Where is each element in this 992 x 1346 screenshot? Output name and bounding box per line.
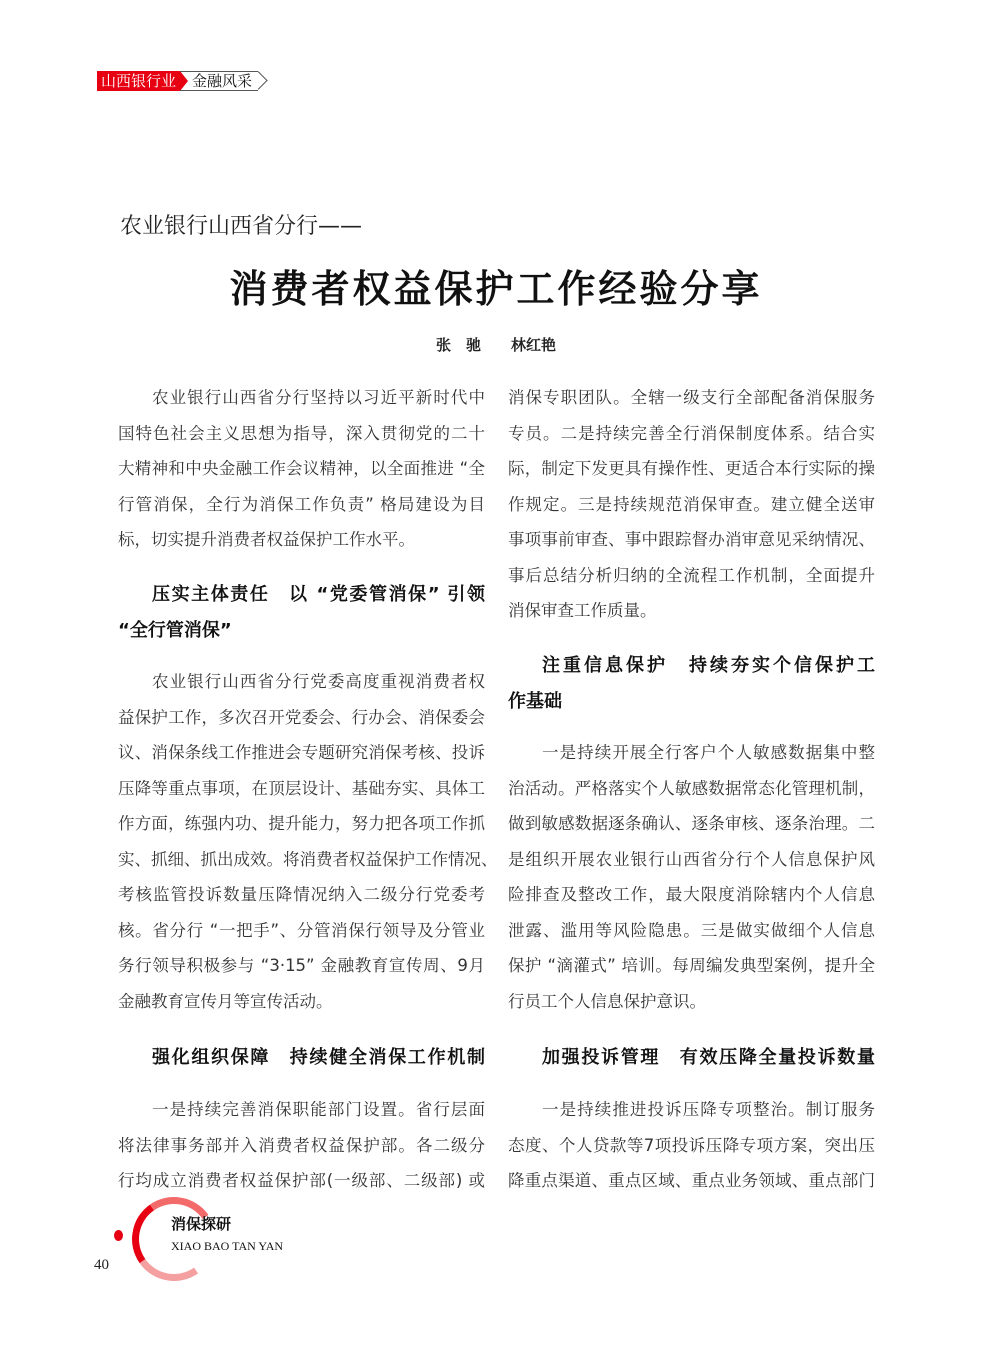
heading-line: “全行管消保”	[118, 619, 232, 641]
text-line: 考核监管投诉数量压降情况纳入二级分行党委考	[118, 885, 485, 904]
text-line: 作规定。三是持续规范消保审查。建立健全送审	[508, 494, 875, 514]
heading-line: 注重信息保护 持续夯实个信保护工	[542, 655, 875, 676]
text-line: 一是持续推进投诉压降专项整治。制订服务	[542, 1100, 875, 1119]
section-heading	[118, 577, 485, 648]
logo-column-en: XIAO BAO TAN YAN	[171, 1239, 284, 1253]
paragraph	[118, 664, 498, 1019]
paragraph	[118, 1092, 485, 1199]
logo-dot-icon	[114, 1230, 123, 1241]
paragraph	[118, 380, 485, 558]
text-line: 降重点渠道、重点区域、重点业务领域、重点部门	[508, 1171, 875, 1190]
text-line: 事项事前审查、事中跟踪督办消审意见采纳情况、	[508, 530, 875, 549]
text-line: 国特色社会主义思想为指导，深入贯彻党的二十	[118, 423, 485, 443]
text-line: 金融教育宣传月等宣传活动。	[118, 991, 333, 1011]
text-line: 大精神和中央金融工作会议精神，以全面推进 “全	[118, 459, 485, 478]
text-line: 实、抓细、抓出成效。将消费者权益保护工作情况、	[118, 849, 498, 869]
text-line: 行均成立消费者权益保护部(一级部、二级部) 或	[118, 1171, 485, 1190]
text-line: 核。省分行 “一把手”、分管消保行领导及分管业	[118, 920, 485, 940]
text-line: 益保护工作，多次召开党委会、行办会、消保委会	[118, 707, 485, 727]
article-authors: 张 驰 林红艳	[435, 336, 556, 354]
text-line: 行管消保，全行为消保工作负责” 格局建设为目	[118, 494, 485, 514]
section-heading	[508, 1040, 875, 1076]
text-line: 农业银行山西省分行坚持以习近平新时代中	[152, 388, 485, 407]
text-line: 议、消保条线工作推进会专题研究消保考核、投诉	[118, 743, 485, 762]
text-line: 治活动。严格落实个人敏感数据常态化管理机制，	[508, 778, 875, 798]
text-line: 压降等重点事项，在顶层设计、基础夯实、具体工	[118, 778, 485, 798]
text-line: 泄露、滥用等风险隐患。三是做实做细个人信息	[508, 920, 875, 940]
paragraph	[508, 735, 875, 1019]
article-pre-title: 农业银行山西省分行——	[120, 214, 363, 239]
section-heading	[118, 1040, 485, 1076]
text-line: 行员工个人信息保护意识。	[508, 991, 706, 1011]
text-line: 际，制定下发更具有操作性、更适合本行实际的操	[508, 459, 875, 478]
text-line: 一是持续完善消保职能部门设置。省行层面	[152, 1100, 485, 1119]
text-line: 农业银行山西省分行党委高度重视消费者权	[152, 672, 485, 691]
section-tag-label: 山西银行业	[97, 71, 180, 91]
heading-line: 压实主体责任 以 “党委管消保” 引领	[152, 584, 485, 605]
heading-line: 加强投诉管理 有效压降全量投诉数量	[542, 1047, 875, 1068]
text-line: 消保审查工作质量。	[508, 601, 657, 620]
text-line: 是组织开展农业银行山西省分行个人信息保护风	[508, 849, 875, 869]
text-line: 一是持续开展全行客户个人敏感数据集中整	[542, 743, 875, 762]
column-tag-label: 金融风采	[180, 71, 258, 91]
text-line: 态度、个人贷款等7项投诉压降专项方案，突出压	[508, 1135, 875, 1155]
text-line: 作方面，练强内功、提升能力，努力把各项工作抓	[118, 814, 485, 833]
section-tag	[97, 71, 258, 91]
text-line: 保护 “滴灌式” 培训。每周编发典型案例，提升全	[508, 956, 875, 975]
text-line: 做到敏感数据逐条确认、逐条审核、逐条治理。二	[508, 814, 875, 833]
paragraph	[508, 1092, 875, 1199]
text-line: 消保专职团队。全辖一级支行全部配备消保服务	[508, 388, 875, 407]
column-logo	[110, 1195, 310, 1285]
text-line: 险排查及整改工作，最大限度消除辖内个人信息	[508, 885, 875, 904]
heading-line: 强化组织保障 持续健全消保工作机制	[152, 1047, 485, 1068]
text-line: 事后总结分析归纳的全流程工作机制，全面提升	[508, 565, 875, 585]
logo-column-cn: 消保探研	[171, 1215, 232, 1233]
text-line: 标，切实提升消费者权益保护工作水平。	[118, 530, 415, 549]
article-title: 消费者权益保护工作经验分享	[229, 266, 763, 311]
paragraph	[508, 380, 875, 629]
heading-line: 作基础	[508, 690, 562, 712]
text-line: 将法律事务部并入消费者权益保护部。各二级分	[118, 1135, 485, 1155]
page-number: 40	[94, 1257, 109, 1273]
section-heading	[508, 648, 875, 719]
text-line: 务行领导积极参与 “3·15” 金融教育宣传周、9月	[118, 956, 485, 975]
text-line: 专员。二是持续完善全行消保制度体系。结合实	[508, 423, 875, 443]
